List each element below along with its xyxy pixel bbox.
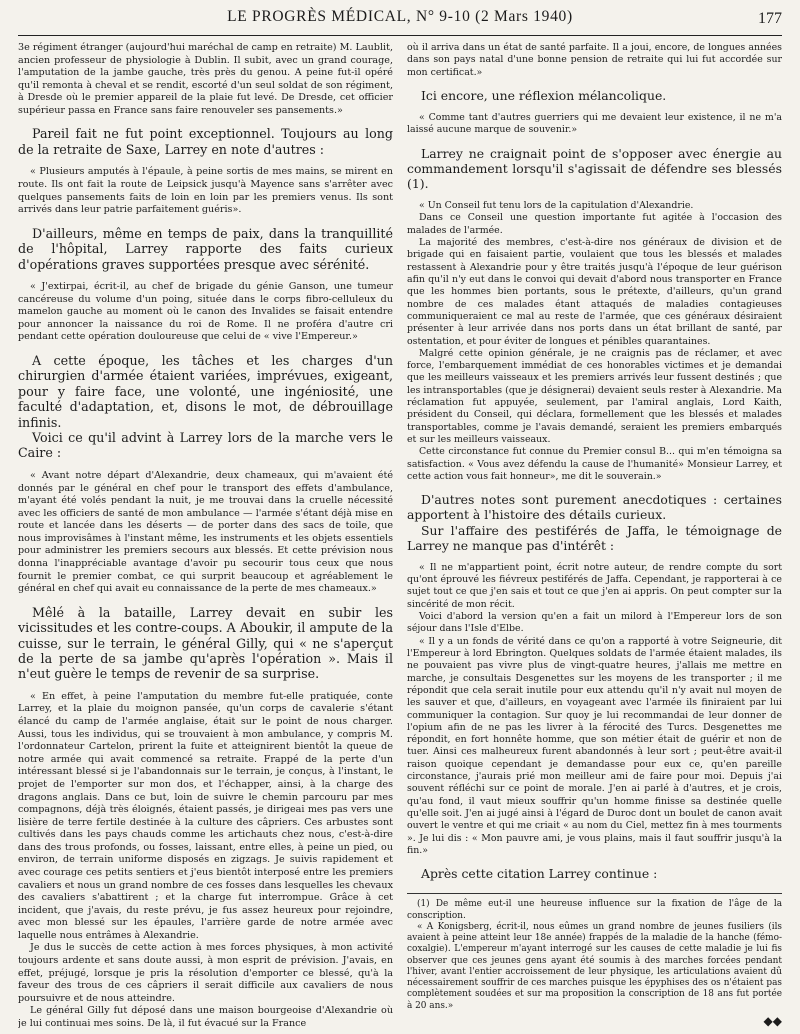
quote-paragraph: Voici d'abord la version qu'en a fait un milord à l'Empereur lors de son séjour dans l'Isle d'Elbe. xyxy=(407,611,782,635)
quote-paragraph: Je dus le succès de cette action à mes forces physiques, à mon activité toujours ardente et sans doute aussi, à mon esprit de prévision. J'avais, en effet, préjugé, lorsque je pris la résolution d'emporter ce blessé, qu'à la faveur des trous de ces câpriers il serait difficile aux cavaliers de nous poursuivre et de nous atteindre. xyxy=(18,942,393,1004)
body-paragraph: D'ailleurs, même en temps de paix, dans la tranquillité de l'hôpital, Larrey rapporte des faits curieux d'opérations graves supportées presque avec sérénité. xyxy=(18,225,393,272)
quote-paragraph: Malgré cette opinion générale, je ne craignis pas de réclamer, et avec force, l'embarquement immédiat de ces honorables victimes et je demandai que les meilleurs vaisseaux et les premiers arrivés leur fussent destinés ; que les intransportables (que je désignerai) devaient seuls rester à Alexandrie. Ma réclamation fut appuyée, seulement, par l'amiral anglais, Lord Kaith, président du Conseil, qui déclara, formellement que les blessés et malades transportables, comme je l'avais demandé, seraient les premiers embarqués et sur les meilleurs vaisseaux. xyxy=(407,347,782,445)
quote-paragraph: Le général Gilly fut déposé dans une maison bourgeoise d'Alexandrie où je lui continuai mes soins. De là, il fut évacué sur la France xyxy=(18,1005,393,1029)
body-paragraph: Sur l'affaire des pestiférés de Jaffa, le témoignage de Larrey ne manque pas d'intérêt : xyxy=(407,522,782,553)
quote-block xyxy=(18,470,393,596)
body-block xyxy=(18,353,393,461)
body-paragraph: A cette époque, les tâches et les charges d'un chirurgien d'armée étaient variées, imprévues, exigeant, pour y faire face, une volonté, une ingéniosité, une faculté d'adaptation, et, disons le mot, de débrouillage infinis. xyxy=(18,352,393,430)
page-header xyxy=(18,8,782,36)
body-block xyxy=(407,88,782,103)
body-paragraph: Voici ce qu'il advint à Larrey lors de la marche vers le Caire : xyxy=(18,430,393,461)
text-columns xyxy=(18,42,782,1032)
body-paragraph: Pareil fait ne fut point exceptionnel. Toujours au long de la retraite de Saxe, Larrey en note d'autres : xyxy=(18,126,393,157)
body-paragraph: Après cette citation Larrey continue : xyxy=(421,866,658,882)
quote-paragraph: « Avant notre départ d'Alexandrie, deux chameaux, qui m'avaient été donnés par le général en chef pour le transport des effets d'ambulance, m'ayant été volés pendant la nuit, je me trouvai dans la cruelle nécessité avec les officiers de santé de mon ambulance — l'armée s'étant déjà mise en route et lancée dans les déserts — de porter dans des sacs de toile, que nous improvisâmes à l'instant même, les instruments et les objets essentiels pour administrer les premiers secours aux blessés. Et cette prévision nous donna l'inappréciable avantage d'avoir pu secourir tous ceux que nous fournit le premier combat, ce qui surprit beaucoup et agréablement le général en chef qui avait eu connaissance de la perte de mes chameaux.» xyxy=(18,469,393,595)
body-block xyxy=(18,126,393,157)
quote-block xyxy=(407,112,782,137)
quote-paragraph: « Un Conseil fut tenu lors de la capitulation d'Alexandrie. xyxy=(419,200,694,212)
footnotes xyxy=(407,893,782,1028)
quote-block xyxy=(407,42,782,79)
end-ornament: ◆◆ xyxy=(763,1013,782,1028)
quote-block xyxy=(18,42,393,117)
quote-paragraph: La majorité des membres, c'est-à-dire nos généraux de division et de brigade qui en faisaient partie, voulaient que tous les blessés et malades restassent à Alexandrie pour y être traités jusqu'à l'époque de leur guérison afin qu'il n'y eut dans le convoi qui devait d'abord nous transporter en France que les hommes bien portants, sous le prétexte, d'ailleurs, qu'un grand nombre de ces malades étant attaqués de maladies contagieuses communiqueraient ce mal au reste de l'armée, que ces généraux désiraient présenter à leur arrivée dans nos ports dans un état brillant de santé, par ostentation, et pour éviter de longues et pénibles quarantaines. xyxy=(407,237,782,347)
quote-paragraph: « Comme tant d'autres guerriers qui me devaient leur existence, il ne m'a laissé aucune marque de souvenir.» xyxy=(407,112,782,136)
quote-block xyxy=(18,166,393,216)
quote-paragraph: « Il ne m'appartient point, écrit notre auteur, de rendre compte du sort qu'ont éprouvé les fiévreux pestiférés de Jaffa. Cependant, je rapporterai à ce sujet tout ce que j'en sais et tout ce que j'en ai appris. On peut compter sur la sincérité de mon récit. xyxy=(407,561,782,610)
body-block xyxy=(18,226,393,272)
page-number: 177 xyxy=(758,10,782,27)
quote-block xyxy=(18,691,393,1031)
body-block xyxy=(407,866,782,881)
body-paragraph: Mêlé à la bataille, Larrey devait en subir les vicissitudes et les contre-coups. A Aboukir, il ampute de la cuisse, sur le terrain, le général Gilly, qui « ne s'aperçut de la perte de sa jambe qu'après l'opération ». Mais il n'eut guère le temps de revenir de sa surprise. xyxy=(18,604,393,682)
left-column xyxy=(18,42,393,1032)
right-column xyxy=(407,42,782,1032)
quote-paragraph: « Il y a un fonds de vérité dans ce qu'on a rapporté à votre Seigneurie, dit l'Empereur à lord Ebrington. Quelques soldats de l'armée étaient malades, ils ne pouvaient pas vivre plus de vingt-quatre heures, j'allais me mettre en marche, je consultais Desgenettes sur les moyens de les transporter ; il me répondit que cela serait inutile pour eux attendu qu'il n'y avait nul moyen de les sauver et que, d'ailleurs, en voyageant avec l'armée ils finiraient par lui communiquer la contagion. Sur quoy je lui recommandai de leur donner de l'opium afin de ne pas les livrer à la férocité des Turcs. Desgenettes me répondit, en fort honnête homme, que son métier était de guérir et non de tuer. Ainsi ces malheureux furent abandonnés à leur sort ; peut-être avait-il raison quoique cependant je demandasse pour eux ce, qu'en pareille circonstance, j'aurais prié mon meilleur ami de faire pour moi. Depuis j'ai souvent réfléchi sur ce point de morale. J'en ai parlé à d'autres, et je crois, qu'au fond, il vaut mieux souffrir qu'un homme finisse sa destinée quelle qu'elle soit. J'en ai jugé ainsi à l'égard de Duroc dont un boulet de canon avait ouvert le ventre et qui me criait « au nom du Ciel, mettez fin à mes tourments ». Je lui dis : « Mon pauvre ami, je vous plains, mais il faut souffrir jusqu'à la fin.» xyxy=(407,635,782,856)
body-block xyxy=(18,605,393,682)
quote-block xyxy=(407,200,782,483)
footnote: « A Konigsberg, écrit-il, nous eûmes un grand nombre de jeunes fusiliers (ils avaient à peine atteint leur 18e année) frappés de la maladie de la hanche (fémo-coxalgie). L'empereur m'ayant interrogé sur les causes de cette maladie je lui fis observer que ces jeunes gens ayant été soumis à des marches forcées pendant l'hiver, avant l'entier accroissement de leur physique, les articulations avaient dû nécessairement souffrir de ces marches puisque les épyphises des os n'étaient pas complètement soudées et sur ma proposition la conscription de 18 ans fut portée à 20 ans.» xyxy=(407,921,782,1011)
quote-block xyxy=(407,562,782,858)
quote-paragraph: Dans ce Conseil une question importante fut agitée à l'occasion des malades de l'armée. xyxy=(407,212,782,236)
body-paragraph: D'autres notes sont purement anecdotiques : certaines apportent à l'histoire des détails curieux. xyxy=(407,492,782,523)
journal-title: LE PROGRÈS MÉDICAL, N° 9-10 (2 Mars 1940) xyxy=(227,8,573,25)
quote-paragraph: « J'extirpai, écrit-il, au chef de brigade du génie Ganson, une tumeur cancéreuse du volume d'un poing, située dans le corps fibro-celluleux du mamelon gauche au moment où le canon des Invalides se faisait entendre pour annoncer la naissance du roi de Rome. Il ne proféra d'autre cri pendant cette opération douloureuse que celui de « vive l'Empereur.» xyxy=(18,280,393,343)
body-paragraph: Larrey ne craignait point de s'opposer avec énergie au commandement lorsqu'il s'agissait de défendre ses blessés (1). xyxy=(407,145,782,191)
quote-block xyxy=(18,281,393,344)
body-block xyxy=(407,146,782,191)
footnote: (1) De même eut-il une heureuse influence sur la fixation de l'âge de la conscription. xyxy=(407,899,782,921)
quote-paragraph: 3e régiment étranger (aujourd'hui maréchal de camp en retraite) M. Laublit, ancien professeur de physiologie à Dublin. Il subit, avec un grand courage, l'amputation de la jambe gauche, très près du genou. A peine fut-il opéré qu'il remonta à cheval et se rendit, escorté d'un seul soldat de son régiment, à Dresde où le premier appareil de la plaie fut levé. De Dresde, cet officier supérieur passa en France sans faire renouveler ses pansements.» xyxy=(18,42,393,116)
body-paragraph: Ici encore, une réflexion mélancolique. xyxy=(421,87,667,103)
quote-paragraph: Cette circonstance fut connue du Premier consul B... qui m'en témoigna sa satisfaction. « Vous avez défendu la cause de l'humanité» Monsieur Larrey, et cette action vous fait honneur», me dit le souverain.» xyxy=(407,446,782,482)
body-block xyxy=(407,492,782,553)
quote-paragraph: « Plusieurs amputés à l'épaule, à peine sortis de mes mains, se mirent en route. Ils ont fait la route de Leipsick jusqu'à Mayence sans s'arrêter avec quelques pansements faits de loin en loin par les premiers venus. Ils sont arrivés dans leur patrie parfaitement guéris». xyxy=(18,166,393,216)
quote-paragraph: où il arriva dans un état de santé parfaite. Il a joui, encore, de longues années dans son pays natal d'une bonne pension de retraite qui lui fut accordée sur mon certificat.» xyxy=(407,42,782,78)
quote-paragraph: « En effet, à peine l'amputation du membre fut-elle pratiquée, conte Larrey, et la plaie du moignon pansée, qu'un corps de cavalerie s'étant élancé du camp de l'armée anglaise, était sur le point de nous charger. Aussi, tous les individus, qui se trouvaient à mon ambulance, y compris M. l'ordonnateur Cartelon, prirent la fuite et atteignirent bientôt la queue de notre armée qui avait commencé sa retraite. Frappé de la perte d'un intéressant blessé si je l'abandonnais sur le terrain, je conçus, à l'instant, le projet de l'emporter sur mon dos, et l'échapper, ainsi, à la charge des dragons anglais. Dans ce but, loin de suivre le chemin parcouru par mes compagnons, déjà très éloignés, étaient passés, je dirigeai mes pas vers une lisière de terre fertile destinée à la culture des câpriers. Ces arbustes sont cultivés dans les pays chauds comme les artichauts chez nous, c'est-à-dire dans des trous profonds, ou fosses, laissant, entre elles, à peine un pied, ou environ, de terrain uniforme disposés en zigzags. Je suivis rapidement et avec courage ces petits sentiers et j'eus bientôt interposé entre les premiers cavaliers et nous un grand nombre de ces fosses dans lesquelles les chevaux des cavaliers s'abattirent ; et la charge fut interrompue. Grâce à cet incident, que j'avais, du reste prévu, je fus assez heureux pour rejoindre, avec mon blessé sur les épaules, l'arrière garde de notre armée avec laquelle nous entrâmes à Alexandrie. xyxy=(18,690,393,941)
